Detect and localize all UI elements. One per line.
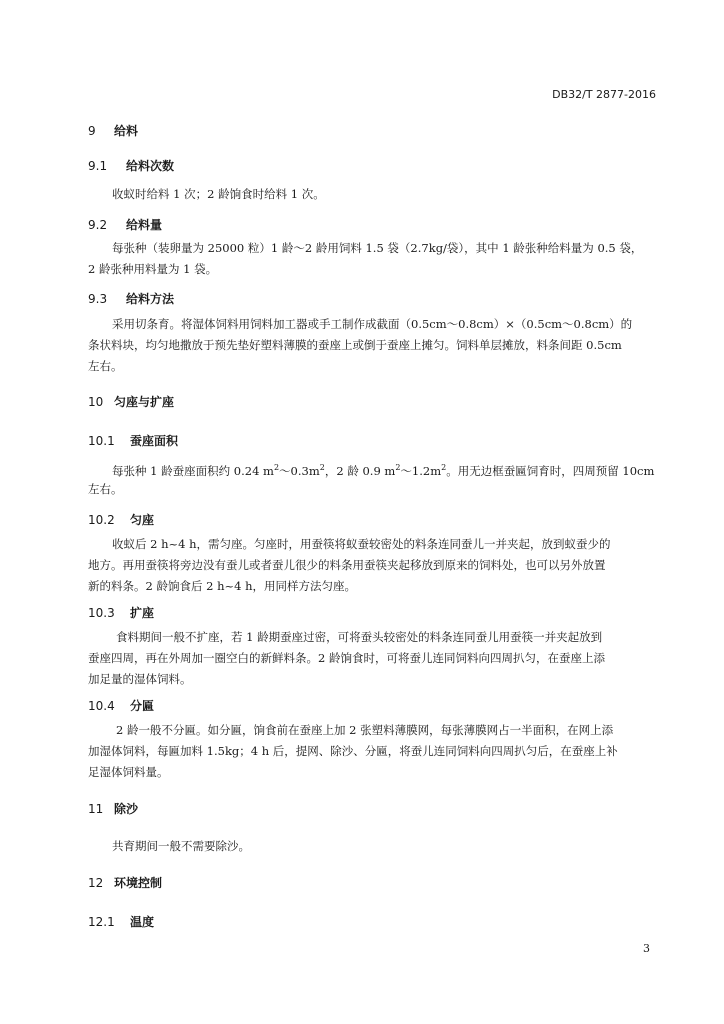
section-number: 10.3	[88, 606, 115, 620]
section-number: 12	[88, 876, 104, 890]
section-number: 10	[88, 395, 104, 409]
section-title: 给料次数	[126, 159, 175, 173]
section-title: 匀座与扩座	[114, 395, 175, 409]
section-title: 分匾	[130, 699, 155, 713]
superscript: 2	[441, 463, 447, 472]
text-run: ～1.2m	[400, 463, 442, 478]
section-title: 给料	[114, 124, 139, 138]
section-title: 蚕座面积	[130, 434, 179, 448]
paragraph-line: 2 龄张种用料量为 1 袋。	[88, 262, 218, 276]
section-title: 温度	[130, 915, 155, 929]
section-number: 9	[88, 124, 96, 138]
paragraph-line: 每张种（装卵量为 25000 粒）1 龄～2 龄用饲料 1.5 袋（2.7kg/袋），其中 1 龄张种给料量为 0.5 袋，	[112, 241, 643, 255]
text-run: ，2 龄 0.9 m	[324, 463, 396, 478]
text-run: 。用无边框蚕匾饲育时，四周预留 10cm	[446, 463, 655, 478]
section-title: 给料量	[126, 218, 163, 232]
section-heading-9-3	[88, 290, 174, 307]
section-heading-10-1	[88, 432, 178, 449]
paragraph-line: 左右。	[88, 482, 123, 496]
section-heading-10-4	[88, 697, 154, 714]
section-heading-11	[88, 800, 138, 817]
section-number: 9.1	[88, 159, 108, 173]
section-heading-10-3	[88, 604, 154, 621]
paragraph-line: 蚕座四周，再在外周加一圈空白的新鲜料条。2 龄饷食时，可将蚕儿连同饲料向四周扒匀，在蚕座上添	[88, 651, 605, 665]
section-number: 10.4	[88, 699, 115, 713]
superscript: 2	[395, 463, 401, 472]
paragraph-line	[112, 458, 654, 481]
paragraph-line: 条状料块，均匀地撒放于预先垫好塑料薄膜的蚕座上或倒于蚕座上摊匀。饲料单层摊放，料条间距 0.5cm	[88, 338, 622, 352]
section-title: 除沙	[114, 802, 139, 816]
paragraph-line: 足湿体饲料量。	[88, 765, 169, 779]
paragraph-line: 左右。	[88, 359, 123, 373]
paragraph-line: 加湿体饲料，每匾加料 1.5kg；4 h 后，提网、除沙、分匾，将蚕儿连同饲料向四周扒匀后，在蚕座上补	[88, 744, 618, 758]
paragraph-line: 地方。再用蚕筷将旁边没有蚕儿或者蚕儿很少的料条用蚕筷夹起移放到原来的饲料处，也可以另外放置	[88, 558, 606, 572]
section-number: 9.2	[88, 218, 108, 232]
section-heading-12	[88, 874, 162, 891]
section-number: 12.1	[88, 915, 115, 929]
section-heading-9	[88, 122, 138, 139]
paragraph-line: 食料期间一般不扩座，若 1 龄期蚕座过密，可将蚕头较密处的料条连同蚕儿用蚕筷一并夹起放到	[116, 630, 603, 644]
paragraph-line: 采用切条育。将湿体饲料用饲料加工器或手工制作成截面（0.5cm～0.8cm）×（0.5cm～0.8cm）的	[112, 317, 633, 331]
section-number: 11	[88, 802, 104, 816]
paragraph-line: 加足量的湿体饲料。	[88, 672, 192, 686]
section-number: 9.3	[88, 292, 108, 306]
section-title: 环境控制	[114, 876, 163, 890]
paragraph-line: 收蚁时给料 1 次；2 龄饷食时给料 1 次。	[112, 187, 325, 201]
superscript: 2	[273, 463, 280, 472]
paragraph-line: 2 龄一般不分匾。如分匾，饷食前在蚕座上加 2 张塑料薄膜网，每张薄膜网占一半面积，在网上添	[116, 723, 614, 737]
section-heading-10	[88, 393, 174, 410]
page-number: 3	[643, 942, 650, 955]
section-heading-10-2	[88, 511, 154, 528]
section-heading-9-1	[88, 157, 174, 174]
section-number: 10.2	[88, 513, 115, 527]
section-title: 匀座	[130, 513, 155, 527]
paragraph-line: 新的料条。2 龄饷食后 2 h~4 h，用同样方法匀座。	[88, 579, 357, 593]
section-heading-9-2	[88, 216, 162, 233]
section-heading-12-1	[88, 913, 154, 930]
superscript: 2	[319, 463, 325, 472]
document-code: DB32/T 2877-2016	[552, 88, 656, 101]
text-run: ～0.3m	[279, 463, 320, 478]
section-title: 扩座	[130, 606, 155, 620]
section-title: 给料方法	[126, 292, 175, 306]
section-number: 10.1	[88, 434, 115, 448]
paragraph-line: 共育期间一般不需要除沙。	[112, 839, 250, 853]
paragraph-line: 收蚁后 2 h~4 h，需匀座。匀座时，用蚕筷将蚁蚕较密处的料条连同蚕儿一并夹起，放到蚁蚕少的	[112, 537, 611, 551]
text-run: 每张种 1 龄蚕座面积约 0.24 m	[112, 463, 274, 478]
